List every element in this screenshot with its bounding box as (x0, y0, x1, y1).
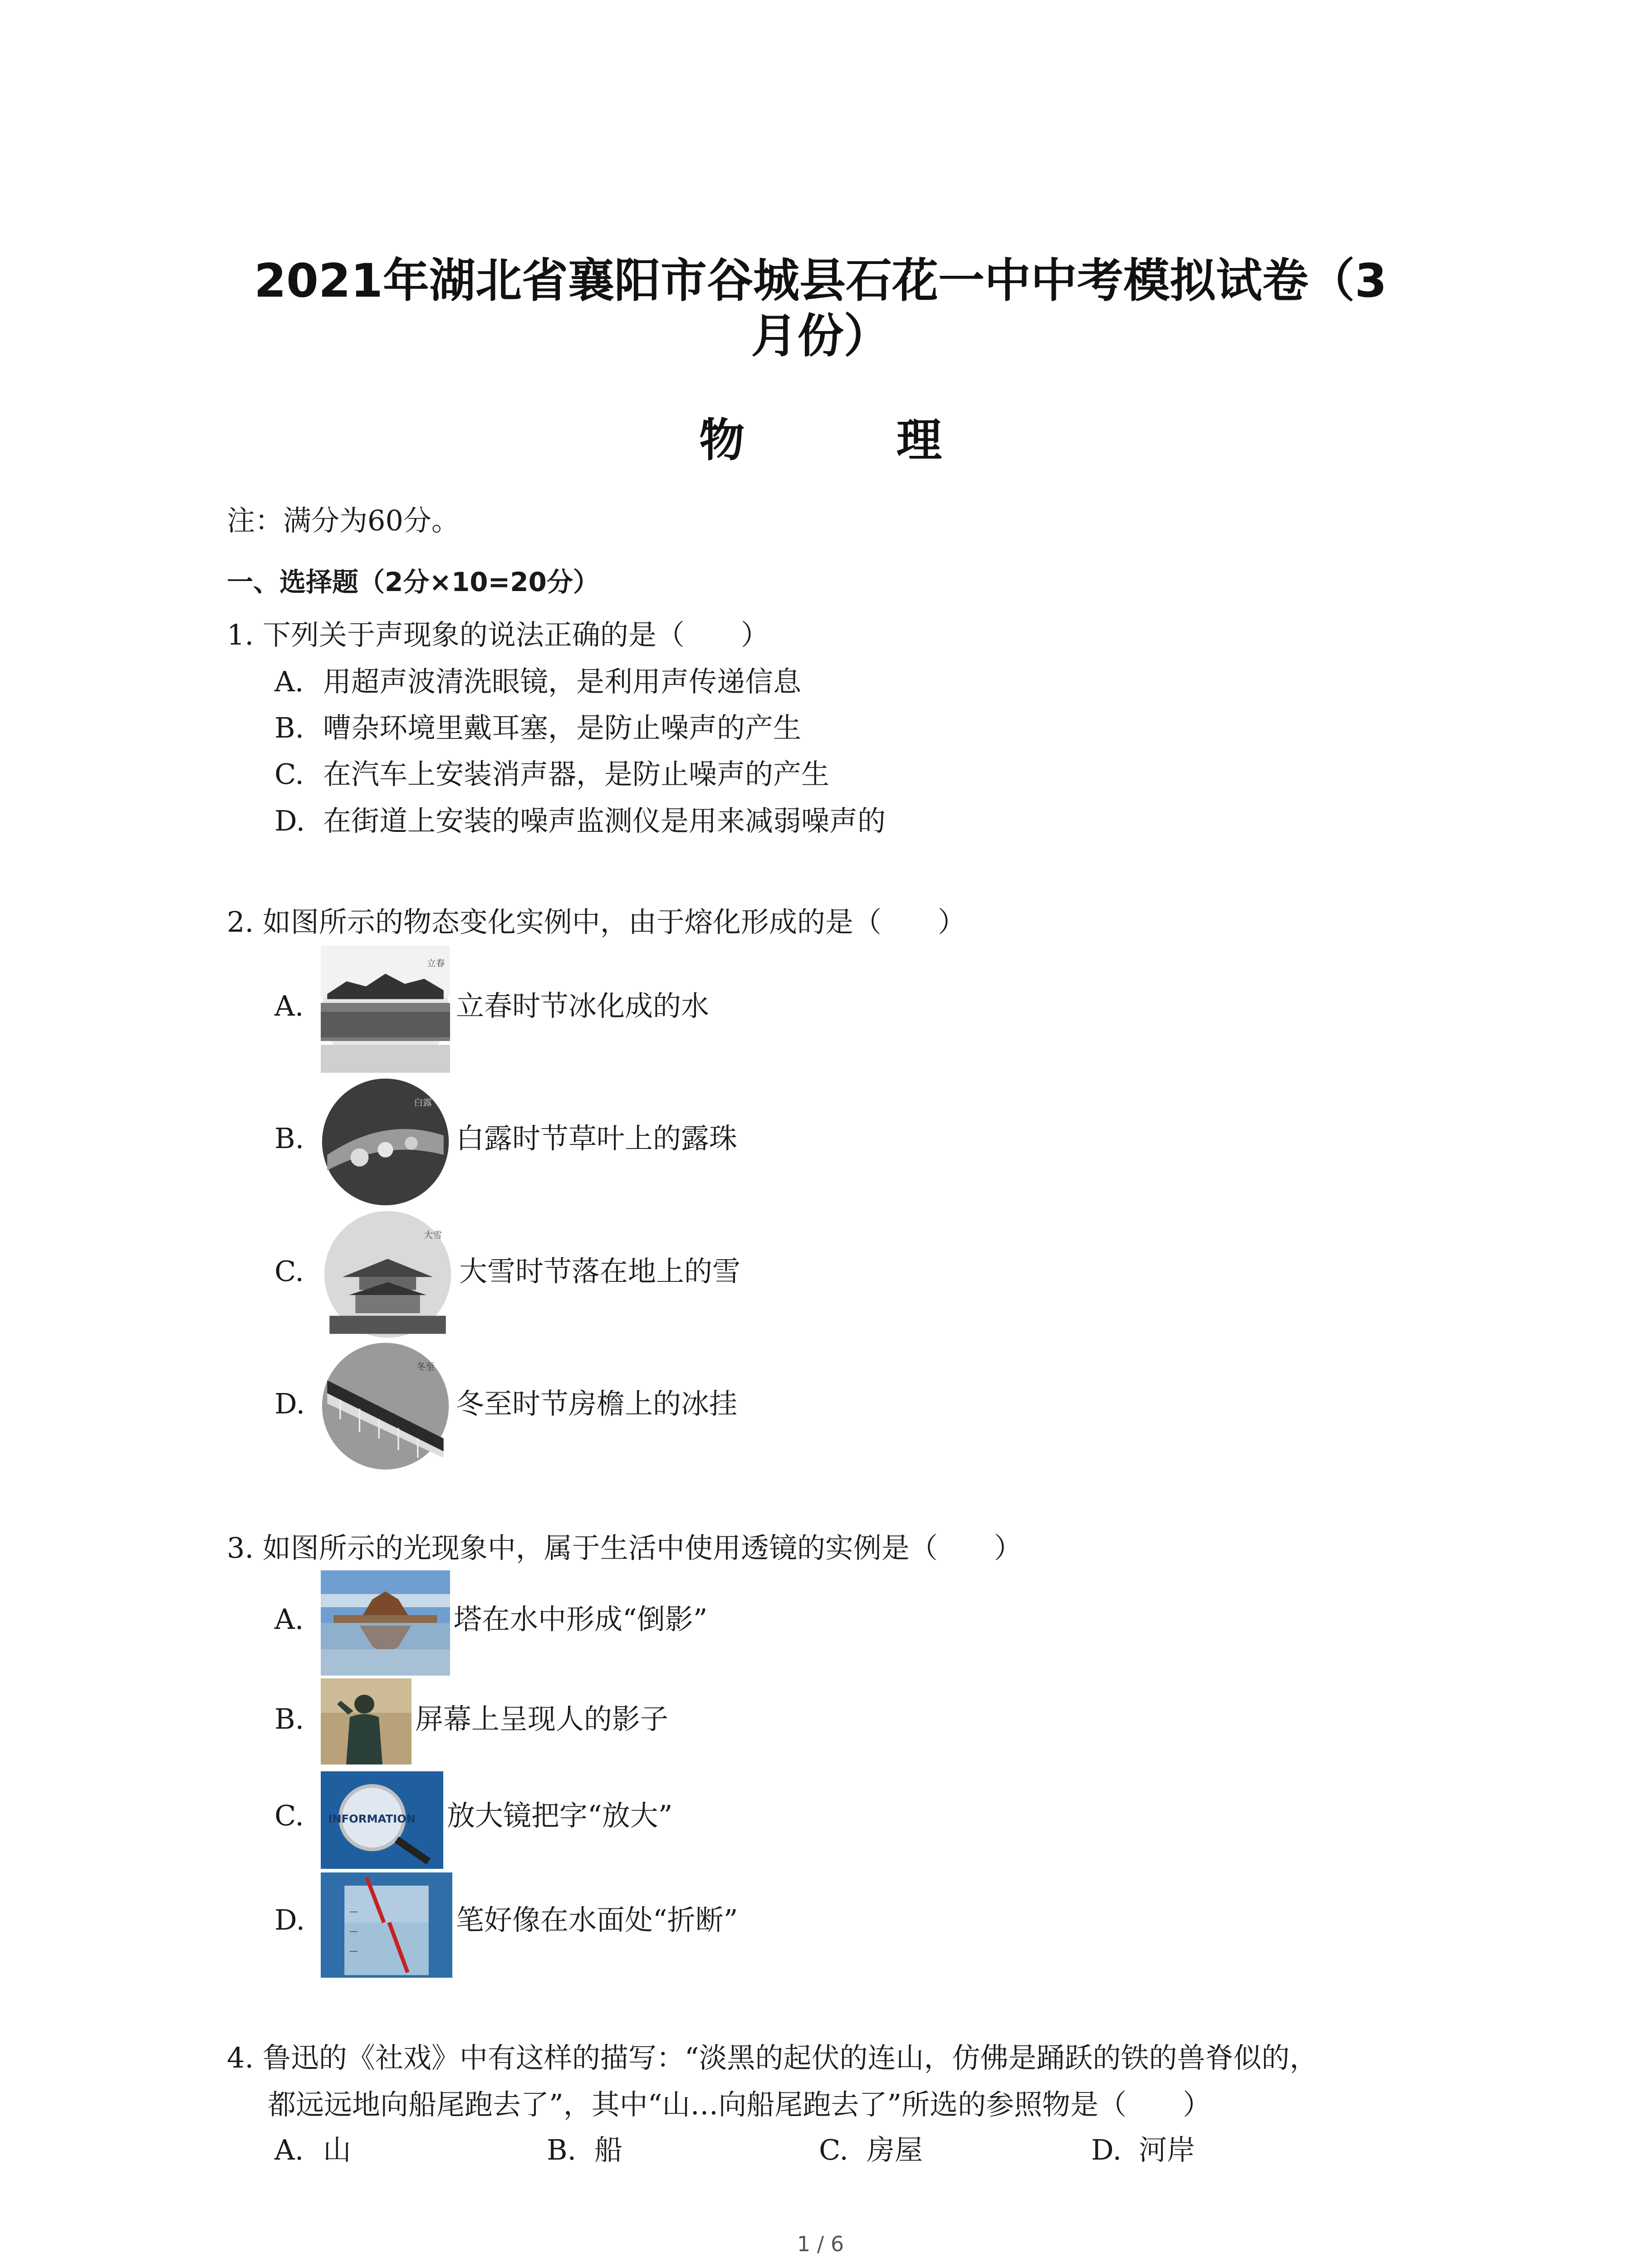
tower-reflection-image (321, 1570, 450, 1676)
question-4-stem-line2: 都远远地向船尾跑去了”，其中“山…向船尾跑去了”所选的参照物是（ ） (268, 2088, 1211, 2121)
q3-option-d-text: 笔好像在水面处“折断” (456, 1903, 738, 1936)
q4-option-b-text: 船 (594, 2133, 623, 2166)
score-note: 注：满分为60分。 (227, 504, 460, 537)
q3-option-b-label: B. (274, 1702, 304, 1735)
q1-option-d-label: D. (274, 804, 305, 837)
q4-option-a-text: 山 (323, 2133, 352, 2166)
dongzhi-icicle-image (321, 1340, 450, 1472)
q4-option-b-label: B. (547, 2133, 577, 2166)
question-1-stem: 1. 下列关于声现象的说法正确的是（ ） (227, 618, 769, 651)
q4-option-d-text: 河岸 (1139, 2133, 1195, 2166)
q1-option-b-label: B. (274, 711, 304, 744)
q4-option-a-label: A. (274, 2133, 304, 2166)
q3-option-c-label: C. (274, 1799, 304, 1832)
q1-option-b-text: 嘈杂环境里戴耳塞，是防止噪声的产生 (323, 711, 802, 744)
magnifier-image (321, 1771, 443, 1869)
question-4-stem-line1: 4. 鲁迅的《社戏》中有这样的描写：“淡黑的起伏的连山，仿佛是踊跃的铁的兽脊似的， (227, 2041, 1318, 2074)
svg-text:白露: 白露 (414, 1097, 432, 1108)
exam-title-line2: 月份） (751, 309, 890, 363)
q1-option-c-text: 在汽车上安装消声器，是防止噪声的产生 (323, 758, 830, 791)
magnifier-word: INFORMATION (328, 1812, 416, 1825)
q2-option-d-label: D. (274, 1387, 305, 1420)
q4-option-d-label: D. (1091, 2133, 1122, 2166)
q4-option-c-label: C. (819, 2133, 848, 2166)
q1-option-d-text: 在街道上安装的噪声监测仪是用来减弱噪声的 (323, 804, 886, 837)
svg-text:立春: 立春 (426, 958, 445, 968)
q3-option-c-text: 放大镜把字“放大” (447, 1799, 673, 1832)
exam-title-line1: 2021年湖北省襄阳市谷城县石花一中中考模拟试卷（3 (254, 254, 1387, 308)
q3-option-a-text: 塔在水中形成“倒影” (454, 1603, 708, 1636)
page-number: 1 / 6 (797, 2232, 844, 2256)
lichun-ice-image (321, 946, 450, 1073)
q1-option-a-label: A. (274, 665, 304, 698)
q2-option-b-text: 白露时节草叶上的露珠 (456, 1122, 738, 1155)
bailu-dew-image (321, 1077, 450, 1207)
q1-option-c-label: C. (274, 758, 304, 791)
daxue-snow-image (323, 1210, 452, 1339)
q2-option-a-label: A. (274, 989, 304, 1022)
pen-in-water-image (321, 1872, 452, 1978)
q3-option-d-label: D. (274, 1903, 305, 1936)
q1-option-a-text: 用超声波清洗眼镜，是利用声传递信息 (323, 665, 802, 698)
q2-option-c-label: C. (274, 1255, 304, 1288)
q2-option-b-label: B. (274, 1122, 304, 1155)
q3-option-b-text: 屏幕上呈现人的影子 (415, 1702, 669, 1735)
q3-option-a-label: A. (274, 1603, 304, 1636)
q2-option-a-text: 立春时节冰化成的水 (456, 989, 710, 1022)
question-2-stem: 2. 如图所示的物态变化实例中，由于熔化形成的是（ ） (227, 905, 966, 938)
q2-option-c-text: 大雪时节落在地上的雪 (459, 1255, 741, 1288)
q4-option-c-text: 房屋 (867, 2133, 923, 2166)
section-heading: 一、选择题（2分×10=20分） (227, 567, 599, 597)
svg-text:大雪: 大雪 (424, 1229, 442, 1241)
subject-title: 物 理 (699, 414, 1010, 467)
q2-option-d-text: 冬至时节房檐上的冰挂 (456, 1387, 738, 1420)
question-3-stem: 3. 如图所示的光现象中，属于生活中使用透镜的实例是（ ） (227, 1531, 1022, 1564)
svg-text:冬至: 冬至 (416, 1361, 435, 1373)
shadow-image (321, 1678, 411, 1765)
